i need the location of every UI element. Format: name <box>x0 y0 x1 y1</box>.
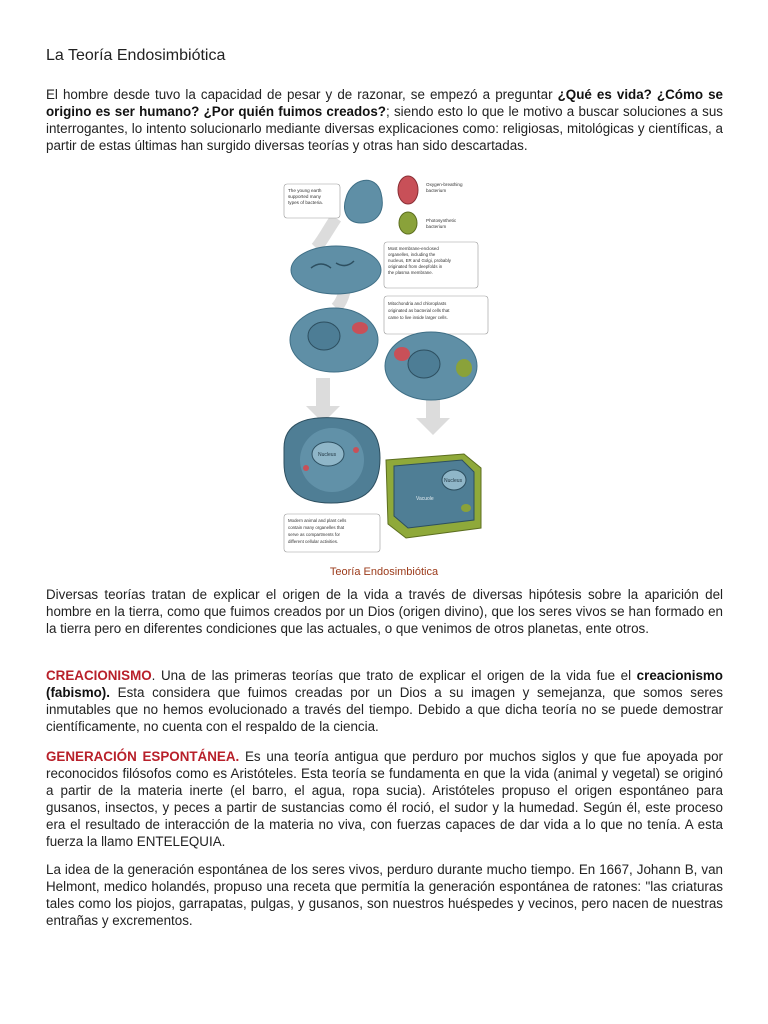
mito-label-1: Mitochondria and chloroplasts <box>388 301 447 306</box>
endosymbiosis-figure <box>276 168 496 558</box>
membrane-label-2: organelles, including the <box>388 252 436 257</box>
photo-label-1: Photosynthetic <box>426 218 457 223</box>
oxygen-bacterium <box>398 176 418 204</box>
membrane-label-5: the plasma membrane. <box>388 270 433 275</box>
generacion-heading: GENERACIÓN ESPONTÁNEA. <box>46 749 240 764</box>
creacionismo-text-1: . Una de las primeras teorías que trato de explicar el origen de la vida fue el <box>151 668 637 683</box>
mito-label-3: came to live inside larger cells. <box>388 315 448 320</box>
membrane-fold-cell <box>291 246 381 294</box>
vacuole-label: Vacuole <box>416 496 434 502</box>
oxygen-label-2: bacterium <box>426 188 447 193</box>
paragraph-theories: Diversas teorías tratan de explicar el origen de la vida a través de diversas hipótesis sobre la aparición del hombre en la tierra, como que fuimos creados por un Dios (origen divino), que los seres vivos se han formado en la tierra pero en diferentes condiciones que las actuales, o que venimos de otros planetas, ente otros. <box>46 587 723 636</box>
nucleus-label-1: Nucleus <box>318 452 337 458</box>
mitochondrion <box>352 322 368 334</box>
modern-label-3: serve as compartments for <box>288 532 340 537</box>
ancestral-cell <box>345 180 383 223</box>
membrane-label-4: originated from deepfolds in <box>388 264 443 269</box>
arrow-icon <box>316 218 336 248</box>
photosynthetic-bacterium <box>399 212 417 234</box>
intro-text-1: El hombre desde tuvo la capacidad de pesar y de razonar, se empezó a preguntar <box>46 87 558 102</box>
young-earth-label-2: supported many <box>288 194 321 199</box>
mito-label-2: originated as bacterial cells that <box>388 308 450 313</box>
young-earth-label-1: The young earth <box>288 188 322 193</box>
figure-caption: Teoría Endosimbiótica <box>329 566 439 578</box>
intro-questions: ¿Qué es vida? ¿Cómo se origino es ser humano? ¿Por quién fuimos creados? <box>46 87 724 119</box>
young-earth-label-3: types of bacteria. <box>288 200 323 205</box>
arrow-icon <box>306 378 340 423</box>
generacion-text: Es una teoría antigua que perduro por muchos siglos y que fue apoyada por reconocidos filósofos como es Aristóteles. Esta teoría se fundamenta en que la vida (animal y vegetal) se originó a partir de la materia inerte (el barro, el agua, ropa sucia). Aristóteles propuso el origen espontáneo para gusanos, insectos, y peces a partir de sustancias como él roció, el sudor y la humedad. Según él, este proceso era el resultado de interacción de la materia no viva, con fuerzas capaces de dar vida a lo que no tenía. A esta fuerza la llamo ENTELEQUIA. <box>46 749 723 849</box>
modern-label-4: different cellular activities. <box>288 539 339 544</box>
intro-paragraph <box>46 86 723 154</box>
photo-label-2: bacterium <box>426 224 447 229</box>
creacionismo-heading: CREACIONISMO <box>46 668 152 683</box>
oxygen-label-1: Oxygen-breathing <box>426 182 463 187</box>
modern-label-2: contain many organelles that <box>288 525 345 530</box>
intro-text-2: ; siendo esto lo que le motivo a buscar soluciones a sus interrogantes, lo intento solucionarlo mediante diversas explicaciones como: religiosas, mitológicas y científicas, a partir de estas últimas han surgido diversas teorías y otras han sido descartadas. <box>46 104 723 153</box>
paragraph-creacionismo <box>46 667 723 735</box>
membrane-label-3: nucleus, ER and Golgi, probably <box>388 258 451 263</box>
creacionismo-bold: creacionismo (fabismo). <box>46 668 723 700</box>
endosymbiosis-diagram <box>276 168 496 558</box>
creacionismo-text-2: Esta considera que fuimos creadas por un Dios a su imagen y semejanza, que somos seres inmutables que no hemos evolucionado a través del tiempo. Debido a que dicha teoría no se puede demostrar científicamente, no cuenta con el respaldo de la ciencia. <box>46 685 723 734</box>
page-title: La Teoría Endosimbiótica <box>46 47 226 64</box>
paragraph-generacion <box>46 748 723 850</box>
paragraph-van-helmont: La idea de la generación espontánea de los seres vivos, perduro durante mucho tiempo. En 1667, Johann B, van Helmont, medico holandés, propuso una receta que permitía la generación espontánea de ratones: "las criaturas tales como los piojos, garrapatas, pulgas, y gusanos, son nuestros huéspedes y vecinos, pero nacen de nuestras entrañas y excrementos. <box>46 862 723 928</box>
modern-label-1: Modern animal and plant cells <box>288 518 347 523</box>
membrane-label-1: Most membrane-enclosed <box>388 246 439 251</box>
chloroplast <box>456 359 472 377</box>
nucleus-label-2: Nucleus <box>444 478 463 484</box>
mitochondrion <box>394 347 410 361</box>
